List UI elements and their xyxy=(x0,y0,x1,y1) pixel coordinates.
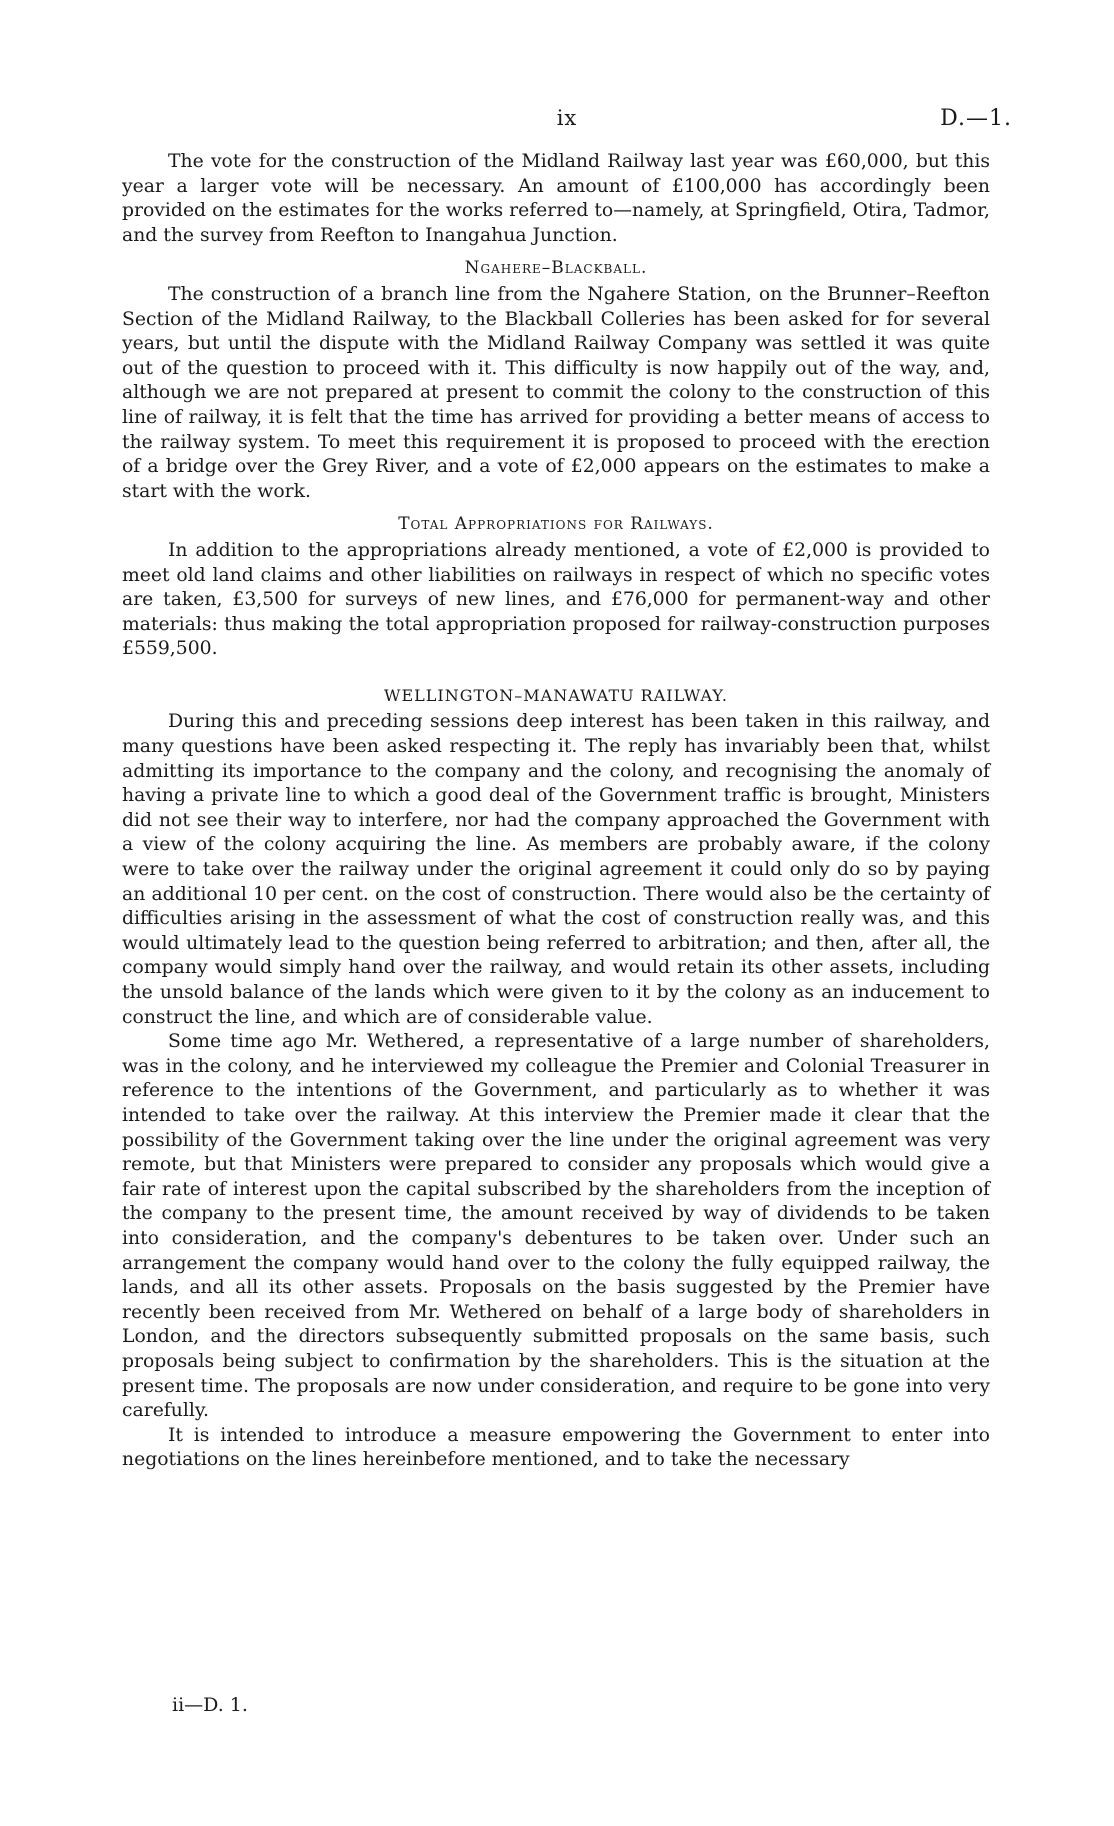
document-reference: D.—1. xyxy=(940,106,1012,131)
paragraph-wellington-2: Some time ago Mr. Wethered, a representative of a large number of shareholders, was in the colony, and he interviewed my colleague the Premier and Colonial Treasurer in reference to the intentions of the Government, and particularly as to whether it was intended to take over the railway. At this interview the Premier made it clear that the possibility of the Government taking over the line under the original agreement was very remote, but that Ministers were prepared to consider any proposals which would give a fair rate of interest upon the capital subscribed by the shareholders from the inception of the company to the present time, the amount received by way of dividends to be taken into consideration, and the company's debentures to be taken over. Under such an arrangement the company would hand over to the colony the fully equipped railway, the lands, and all its other assets. Proposals on the basis suggested by the Premier have recently been received from Mr. Wethered on behalf of a large body of shareholders in London, and the directors subsequently submitted proposals on the same basis, such proposals being subject to confirmation by the shareholders. This is the situation at the present time. The proposals are now under consideration, and require to be gone into very carefully. xyxy=(122,1031,990,1422)
paragraph-total-appropriations: In addition to the appropriations already mentioned, a vote of £2,000 is provided to meet old land claims and other liabilities on railways in respect of which no specific votes are taken, £3,500 for surveys of new lines, and £76,000 for permanent-way and other materials: thus making the total appropriation proposed for railway-construction purposes £559,500. xyxy=(122,539,990,660)
body-text xyxy=(122,150,990,1473)
heading-total-appropriations: Total Appropriations for Railways. xyxy=(398,514,714,535)
paragraph-wellington-3: It is intended to introduce a measure empowering the Government to enter into negotiations on the lines hereinbefore mentioned, and to take the necessary xyxy=(122,1424,990,1471)
paragraph-midland-close: The vote for the construction of the Midland Railway last year was £60,000, but this year a larger vote will be necessary. An amount of £100,000 has accordingly been provided on the estimates for the works referred to—namely, at Springfield, Otira, Tadmor, and the survey from Reefton to Inangahua Junction. xyxy=(122,151,990,246)
signature-mark: ii—D. 1. xyxy=(172,1694,248,1716)
heading-ngahere-blackball: Ngahere–Blackball. xyxy=(464,258,648,279)
heading-wellington-manawatu: WELLINGTON–MANAWATU RAILWAY. xyxy=(384,685,728,705)
paragraph-wellington-1: During this and preceding sessions deep interest has been taken in this railway, and many questions have been asked respecting it. The reply has invariably been that, whilst admitting its importance to the company and the colony, and recognising the anomaly of having a private line to which a good deal of the Government traffic is brought, Ministers did not see their way to interfere, nor had the company approached the Government with a view of the colony acquiring the line. As members are probably aware, if the colony were to take over the railway under the original agreement it could only do so by paying an additional 10 per cent. on the cost of construction. There would also be the certainty of difficulties arising in the assessment of what the cost of construction really was, and this would ultimately lead to the question being referred to arbitration; and then, after all, the company would simply hand over the railway, and would retain its other assets, including the unsold balance of the lands which were given to it by the colony as an inducement to construct the line, and which are of considerable value. xyxy=(122,711,990,1028)
page-number: ix xyxy=(556,106,578,130)
paragraph-ngahere: The construction of a branch line from the Ngahere Station, on the Brunner–Reefton Section of the Midland Railway, to the Blackball Colleries has been asked for for several years, but until the dispute with the Midland Railway Company was settled it was quite out of the question to proceed with it. This difficulty is now happily out of the way, and, although we are not prepared at present to commit the colony to the construction of this line of railway, it is felt that the time has arrived for providing a better means of access to the railway system. To meet this requirement it is proposed to proceed with the erection of a bridge over the Grey River, and a vote of £2,000 appears on the estimates to make a start with the work. xyxy=(122,283,990,502)
page-header xyxy=(122,106,1012,140)
